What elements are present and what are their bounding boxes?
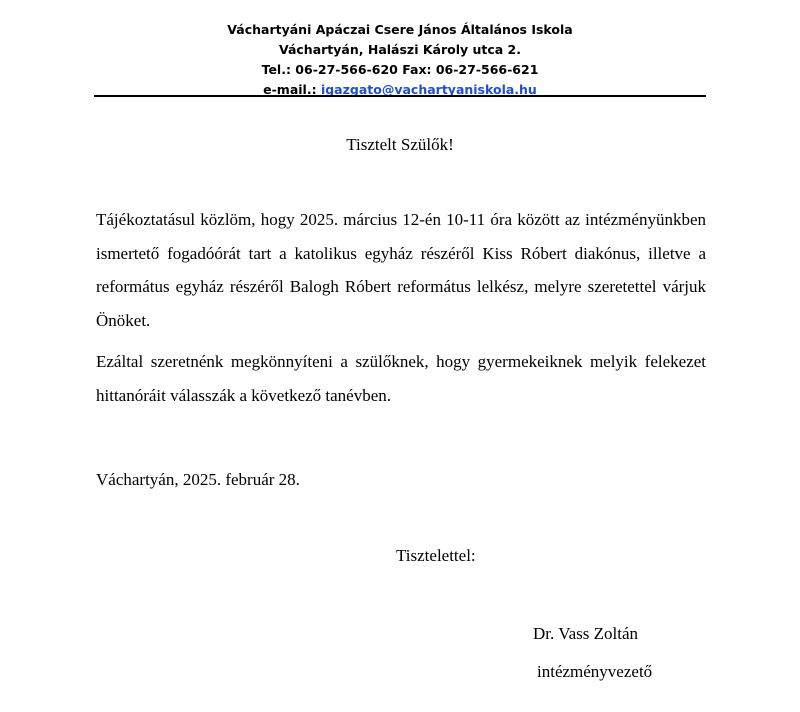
body-paragraph-1: Tájékoztatásul közlöm, hogy 2025. március 12-én 10-11 óra között az intézményünkben ismertető fogadóórát tart a katolikus egyház részéről Kiss Róbert diakónus, illetve a református egyház részéről Balogh Róbert református lelkész, melyre szeretettel várjuk Önöket.	[96, 210, 706, 330]
school-address: Váchartyán, Halászi Károly utca 2.	[278, 42, 522, 57]
letterhead	[0, 20, 800, 100]
email-line	[0, 80, 800, 100]
body-paragraph-2: Ezáltal szeretnénk megkönnyíteni a szülőknek, hogy gyermekeiknek melyik felekezet hittanóráit válasszák a következő tanévben.	[96, 352, 706, 405]
salutation: Tisztelt Szülők!	[346, 135, 454, 154]
phone-fax: Tel.: 06-27-566-620 Fax: 06-27-566-621	[261, 62, 539, 77]
place-date: Váchartyán, 2025. február 28.	[96, 470, 300, 489]
closing: Tisztelettel:	[396, 546, 476, 565]
email-link[interactable]: igazgato@vachartyaniskola.hu	[320, 82, 537, 97]
signatory-title: intézményvezető	[537, 662, 653, 681]
signatory-name: Dr. Vass Zoltán	[533, 624, 638, 643]
header-divider	[94, 95, 706, 97]
email-label: e-mail.:	[263, 82, 321, 97]
school-name: Váchartyáni Apáczai Csere János Általános Iskola	[227, 22, 573, 37]
